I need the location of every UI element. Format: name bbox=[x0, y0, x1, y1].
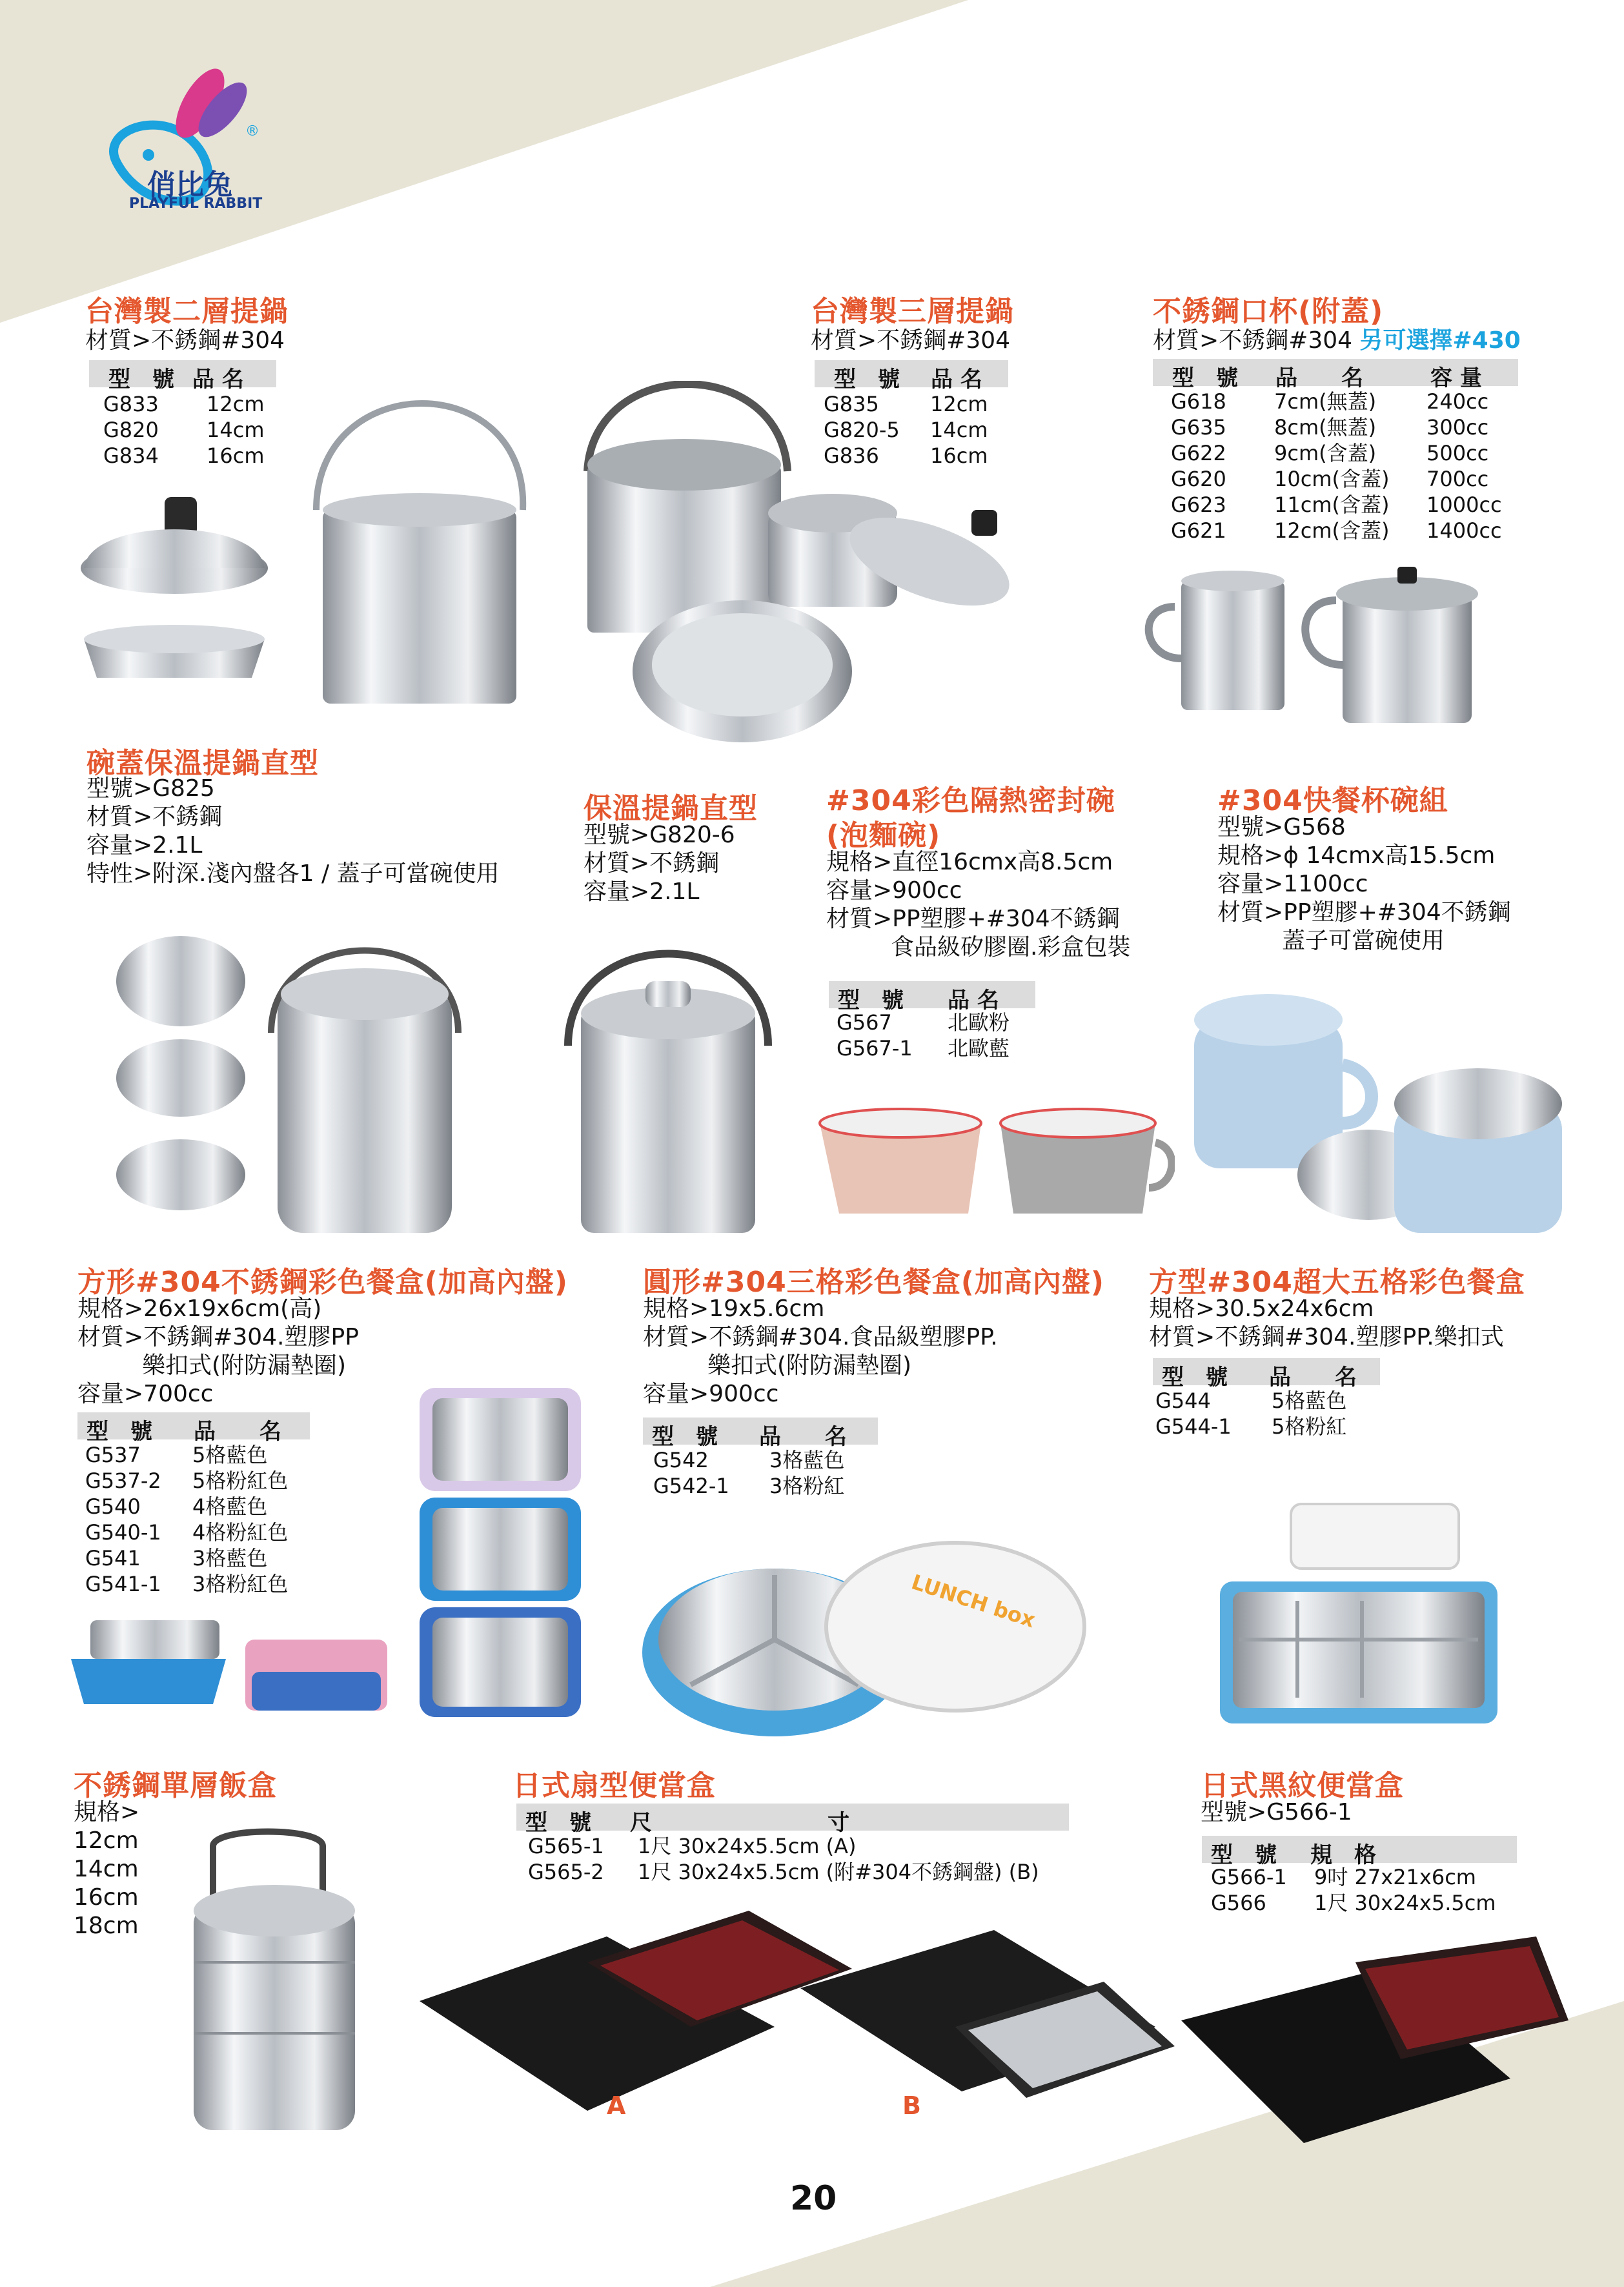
p10-table bbox=[1155, 1388, 1388, 1439]
p13-model: 型號>G566-1 bbox=[1201, 1799, 1352, 1825]
p4-title: 碗蓋保溫提鍋直型 bbox=[86, 747, 319, 780]
table-row: G836 16cm bbox=[824, 443, 988, 468]
table-row: G834 16cm bbox=[103, 443, 265, 468]
p5-title: 保溫提鍋直型 bbox=[584, 792, 758, 825]
p2-material: 材質>不銹鋼#304 bbox=[811, 327, 1011, 354]
p7-product-image bbox=[1175, 981, 1601, 1246]
p6-table-header: 型 號 品 名 bbox=[829, 981, 1035, 1008]
p7-title: #304快餐杯碗組 bbox=[1217, 784, 1448, 817]
brand-name-zh: 俏比兔 bbox=[147, 168, 232, 201]
p3-table bbox=[1171, 389, 1532, 544]
p2-table-header: 型 號 品 名 bbox=[815, 360, 1008, 387]
p8-spec-line: 材質>不銹鋼#304.塑膠PP bbox=[77, 1324, 359, 1350]
table-row: G820-5 14cm bbox=[824, 418, 988, 442]
table-row: G540-1 4格粉紅色 bbox=[85, 1520, 289, 1545]
table-row: G565-2 1尺 30x24x5.5cm (附#304不銹鋼盤) (B) bbox=[528, 1860, 1039, 1884]
p7-spec-line: 型號>G568 bbox=[1217, 814, 1346, 840]
table-row: G623 11cm(含蓋) 1000cc bbox=[1171, 493, 1502, 517]
table-row: G618 7cm(無蓋) 240cc bbox=[1171, 389, 1489, 414]
p3-product-image bbox=[1136, 555, 1497, 736]
p3-option-text: 另可選擇#430 bbox=[1359, 327, 1521, 354]
p1-product-image bbox=[77, 374, 529, 710]
p11-title: 不銹鋼單層飯盒 bbox=[74, 1769, 277, 1802]
page-number: 20 bbox=[790, 2179, 837, 2218]
p11-spec-line: 規格> bbox=[74, 1799, 140, 1825]
p8-spec-line: 規格>26x19x6cm(高) bbox=[77, 1296, 322, 1322]
p5-spec-line: 容量>2.1L bbox=[584, 879, 700, 905]
p12-table bbox=[528, 1833, 1083, 1885]
table-row: G565-1 1尺 30x24x5.5cm (A) bbox=[528, 1834, 857, 1858]
table-row: G620 10cm(含蓋) 700cc bbox=[1171, 467, 1489, 491]
table-row: G537 5格藍色 bbox=[85, 1443, 268, 1467]
table-row: G621 12cm(含蓋) 1400cc bbox=[1171, 518, 1502, 543]
p11-spec-line: 16cm bbox=[74, 1884, 139, 1911]
p8-table-header: 型 號 品 名 bbox=[77, 1412, 310, 1439]
p6-table bbox=[837, 1010, 1043, 1061]
p6-title: #304彩色隔熱密封碗 bbox=[826, 784, 1115, 817]
p9-title: 圓形#304三格彩色餐盒(加高內盤) bbox=[643, 1266, 1104, 1299]
p1-title: 台灣製二層提鍋 bbox=[85, 295, 289, 328]
table-row: G542 3格藍色 bbox=[653, 1448, 845, 1472]
table-row: G567 北歐粉 bbox=[837, 1010, 1010, 1035]
p4-spec-line: 特性>附深.淺內盤各1 / 蓋子可當碗使用 bbox=[86, 860, 500, 887]
p7-spec-line: 材質>PP塑膠+#304不銹鋼 bbox=[1217, 899, 1511, 926]
p12-label-a: A bbox=[607, 2091, 626, 2120]
p6-product-image bbox=[813, 1097, 1175, 1226]
p3-material-text: 材質>不銹鋼#304 bbox=[1153, 327, 1353, 354]
p6-spec bbox=[826, 848, 1130, 962]
table-row: G833 12cm bbox=[103, 392, 265, 416]
brand-logo bbox=[90, 65, 284, 213]
p7-spec-line: 容量>1100cc bbox=[1217, 871, 1368, 897]
p1-header-name: 品 名 bbox=[192, 367, 244, 392]
p6-spec-line: 食品級矽膠圈.彩盒包裝 bbox=[891, 934, 1131, 961]
p8-spec-line: 容量>700cc bbox=[77, 1381, 214, 1407]
p10-table-header: 型 號 品 名 bbox=[1153, 1358, 1380, 1385]
p13-table-header: 型 號 規 格 bbox=[1202, 1836, 1517, 1863]
table-row: G622 9cm(含蓋) 500cc bbox=[1171, 441, 1489, 465]
p4-spec-line: 型號>G825 bbox=[86, 775, 215, 802]
p9-spec bbox=[643, 1295, 998, 1408]
brand-name-en: PLAYFUL RABBIT bbox=[129, 196, 263, 212]
p4-product-image bbox=[110, 904, 471, 1239]
p7-spec-line: 蓋子可當碗使用 bbox=[1282, 928, 1445, 954]
p5-spec bbox=[584, 821, 735, 906]
p3-title: 不銹鋼口杯(附蓋) bbox=[1153, 295, 1384, 328]
p10-spec-line: 材質>不銹鋼#304.塑膠PP.樂扣式 bbox=[1149, 1324, 1504, 1350]
table-row: G542-1 3格粉紅 bbox=[653, 1474, 845, 1498]
p4-spec bbox=[86, 775, 500, 888]
p5-spec-line: 材質>不銹鋼 bbox=[584, 850, 720, 877]
p6-spec-line: 容量>900cc bbox=[826, 877, 962, 904]
p9-table-header: 型 號 品 名 bbox=[643, 1418, 878, 1445]
p8-product-image bbox=[65, 1375, 594, 1723]
p7-spec bbox=[1217, 813, 1511, 955]
p4-spec-line: 材質>不銹鋼 bbox=[86, 804, 223, 830]
p9-spec-line: 容量>900cc bbox=[643, 1381, 779, 1407]
svg-text:®: ® bbox=[245, 123, 259, 139]
p9-table bbox=[653, 1447, 886, 1499]
p11-spec-line: 12cm bbox=[74, 1827, 139, 1854]
table-row: G835 12cm bbox=[824, 392, 988, 416]
p1-header-model: 型 號 bbox=[108, 367, 174, 392]
p10-spec-line: 規格>30.5x24x6cm bbox=[1149, 1296, 1374, 1322]
table-row: G544 5格藍色 bbox=[1155, 1388, 1347, 1413]
p10-spec bbox=[1149, 1295, 1504, 1352]
p6-title-line2: (泡麵碗) bbox=[826, 819, 941, 852]
table-row: G541-1 3格粉紅色 bbox=[85, 1572, 289, 1596]
table-row: G566-1 9吋 27x21x6cm bbox=[1211, 1865, 1476, 1889]
p2-product-image bbox=[568, 381, 1033, 755]
p12-table-header: 型 號 尺 寸 bbox=[516, 1804, 1069, 1831]
svg-text:LUNCH box: LUNCH box bbox=[908, 1569, 1039, 1633]
p8-title: 方形#304不銹鋼彩色餐盒(加高內盤) bbox=[77, 1266, 568, 1299]
p6-spec-line: 材質>PP塑膠+#304不銹鋼 bbox=[826, 906, 1120, 932]
p9-spec-line: 規格>19x5.6cm bbox=[643, 1296, 825, 1322]
table-row: G820 14cm bbox=[103, 418, 265, 442]
table-row: G566 1尺 30x24x5.5cm bbox=[1211, 1891, 1496, 1915]
table-row: G567-1 北歐藍 bbox=[837, 1036, 1010, 1061]
p9-spec-line: 樂扣式(附防漏墊圈) bbox=[707, 1352, 912, 1379]
p11-spec-line: 18cm bbox=[74, 1913, 139, 1939]
p11-spec bbox=[74, 1798, 139, 1940]
p10-title: 方型#304超大五格彩色餐盒 bbox=[1149, 1266, 1525, 1299]
p12-product-image bbox=[413, 1898, 1175, 2182]
p3-table-header: 型 號 品 名 容 量 bbox=[1153, 359, 1518, 386]
p9-spec-line: 材質>不銹鋼#304.食品級塑膠PP. bbox=[643, 1324, 998, 1350]
p2-title: 台灣製三層提鍋 bbox=[811, 295, 1014, 328]
table-row: G541 3格藍色 bbox=[85, 1546, 268, 1570]
p12-title: 日式扇型便當盒 bbox=[513, 1769, 716, 1802]
table-row: G540 4格藍色 bbox=[85, 1494, 268, 1519]
p13-product-image bbox=[1175, 1930, 1575, 2150]
p5-product-image bbox=[555, 930, 775, 1239]
p13-table bbox=[1211, 1864, 1521, 1916]
table-row: G544-1 5格粉紅 bbox=[1155, 1414, 1347, 1439]
table-row: G537-2 5格粉紅色 bbox=[85, 1469, 289, 1493]
p11-spec-line: 14cm bbox=[74, 1856, 139, 1882]
p12-label-b: B bbox=[902, 2091, 921, 2120]
p3-material bbox=[1153, 327, 1521, 355]
p6-spec-line: 規格>直徑16cmx高8.5cm bbox=[826, 849, 1113, 875]
p8-spec-line: 樂扣式(附防漏墊圈) bbox=[142, 1352, 347, 1379]
p7-spec-line: 規格>ϕ 14cmx高15.5cm bbox=[1217, 842, 1496, 869]
p9-product-image bbox=[639, 1536, 1104, 1743]
p13-title: 日式黑紋便當盒 bbox=[1201, 1769, 1404, 1802]
p5-spec-line: 型號>G820-6 bbox=[584, 822, 735, 848]
p1-material: 材質>不銹鋼#304 bbox=[85, 327, 285, 354]
p11-product-image bbox=[161, 1820, 374, 2143]
p10-product-image bbox=[1213, 1498, 1549, 1730]
p4-spec-line: 容量>2.1L bbox=[86, 832, 203, 859]
table-row: G635 8cm(無蓋) 300cc bbox=[1171, 415, 1489, 440]
